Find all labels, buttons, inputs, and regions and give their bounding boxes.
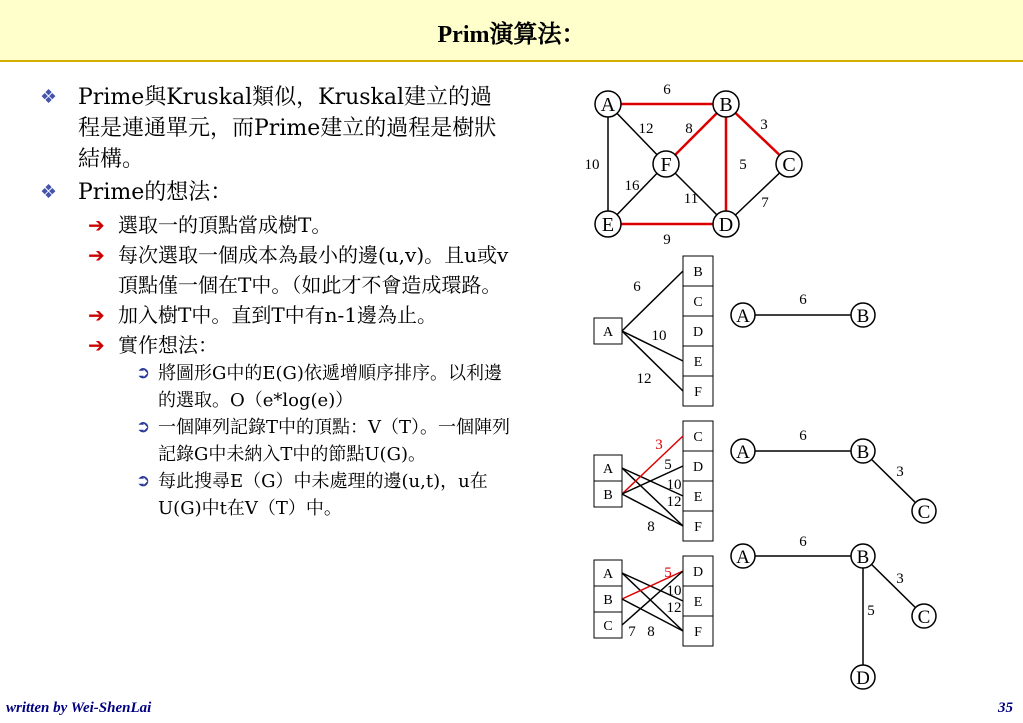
step1-right-label: B	[693, 265, 703, 280]
step1-right-label: C	[693, 295, 703, 310]
step3-tree-node-a	[731, 544, 755, 568]
step3-left-label: B	[603, 593, 613, 608]
right-arrow-icon: ➔	[88, 303, 105, 327]
step2-bipartite	[594, 421, 936, 541]
svg-text:C: C	[782, 154, 796, 176]
step3-weight: 5	[664, 565, 672, 581]
node-f	[653, 151, 679, 177]
step2-right-label: E	[693, 490, 703, 505]
step3-right-label: E	[693, 595, 703, 610]
svg-text:C: C	[917, 502, 931, 523]
step3-weight: 8	[647, 624, 655, 640]
node-c	[776, 151, 802, 177]
sub-sub-bullet-text: 將圖形G中的E(G)依遞增順序排序。以利邊的選取。O（e*log(e)）	[158, 363, 502, 411]
weight-b-c: 3	[760, 117, 768, 133]
step3-weight: 10	[666, 583, 682, 599]
sub-bullet-text: 選取一的頂點當成樹T。	[118, 213, 332, 237]
circle-arrow-icon: ➲	[136, 417, 151, 437]
step3-tree-node-c	[912, 604, 936, 628]
step2-tree-node-c	[912, 499, 936, 523]
step1-left-label: A	[602, 325, 614, 340]
step2-tree-weight: 6	[799, 428, 807, 444]
step3-right-label: D	[692, 565, 704, 580]
sub-sub-bullet-text: 一個陣列記錄T中的頂點：V（T）。一個陣列記錄G中未納入T中的節點U(G)。	[158, 417, 511, 465]
right-arrow-icon: ➔	[88, 213, 105, 237]
node-d	[713, 211, 739, 237]
svg-text:A: A	[736, 442, 750, 463]
weight-f-d: 11	[683, 191, 699, 207]
step1-tree-weight: 6	[799, 292, 807, 308]
diamond-bullet-icon: ❖	[40, 86, 58, 108]
step1-edge-a-b	[622, 271, 683, 331]
step2-right-label: C	[693, 430, 703, 445]
step2-weight: 10	[666, 477, 682, 493]
step3-weight: 7	[628, 624, 636, 640]
step3-tree-node-b	[851, 544, 875, 568]
right-arrow-icon: ➔	[88, 243, 105, 267]
svg-text:F: F	[660, 154, 672, 176]
svg-text:C: C	[917, 607, 931, 628]
svg-text:E: E	[601, 214, 615, 236]
step3-tree-weight: 6	[799, 534, 807, 550]
step1-tree-node-a	[731, 303, 755, 327]
sub-sub-bullet-text: 每此搜尋E（G）中未處理的邊(u,t)，u在U(G)中t在V（T）中。	[158, 471, 488, 519]
svg-text:A: A	[736, 306, 750, 327]
sub-bullet-text: 實作想法：	[118, 333, 218, 357]
weight-e-d: 9	[663, 232, 671, 248]
step3-bipartite	[594, 534, 936, 689]
page-number: 35	[998, 700, 1013, 716]
svg-text:B: B	[856, 547, 870, 568]
step1-weight: 6	[633, 279, 641, 295]
sub-bullet-text: 每次選取一個成本為最小的邊(u,v)。且u或v頂點僅一個在T中。（如此才不會造成環路。	[118, 243, 509, 297]
node-e	[595, 211, 621, 237]
step2-weight: 12	[666, 494, 682, 510]
step3-tree-weight: 3	[896, 571, 904, 587]
svg-text:A: A	[736, 547, 750, 568]
diamond-bullet-icon: ❖	[40, 181, 58, 203]
weight-a-e: 10	[584, 157, 600, 173]
svg-text:B: B	[719, 94, 733, 116]
step2-right-label: F	[694, 520, 702, 535]
step1-weight: 12	[636, 371, 652, 387]
step3-tree-weight: 5	[867, 603, 875, 619]
step2-left-label: A	[602, 462, 614, 477]
step1-right-label: F	[694, 385, 702, 400]
node-b	[713, 91, 739, 117]
step2-tree-node-a	[731, 439, 755, 463]
svg-text:B: B	[856, 442, 870, 463]
weight-b-f: 8	[685, 121, 693, 137]
step3-tree-node-d	[851, 665, 875, 689]
bullet-text: Prime與Kruskal類似，Kruskal建立的過程是連通單元，而Prime建立的過程是樹狀結構。	[78, 85, 497, 172]
weight-c-d: 7	[761, 195, 769, 211]
footer-author: written by Wei-ShenLai	[6, 700, 152, 716]
weight-a-f: 12	[638, 121, 654, 137]
svg-text:D: D	[718, 214, 734, 236]
sub-bullet-text: 加入樹T中。直到T中有n-1邊為止。	[118, 303, 438, 327]
svg-text:B: B	[856, 306, 870, 327]
step3-right-label: F	[694, 625, 702, 640]
step1-right-label: D	[692, 325, 704, 340]
step3-weight: 12	[666, 600, 682, 616]
step1-weight: 10	[651, 328, 667, 344]
step3-left-label: A	[602, 567, 614, 582]
step2-right-label: D	[692, 460, 704, 475]
weight-b-d: 5	[739, 157, 747, 173]
svg-text:D: D	[856, 668, 870, 689]
circle-arrow-icon: ➲	[136, 471, 151, 491]
step1-tree-node-b	[851, 303, 875, 327]
svg-text:A: A	[600, 94, 616, 116]
slide-title: Prim演算法：	[437, 22, 586, 48]
step2-left-label: B	[603, 488, 613, 503]
step2-tree-weight: 3	[896, 464, 904, 480]
step3-left-label: C	[603, 619, 613, 634]
step1-right-label: E	[693, 355, 703, 370]
step2-tree-node-b	[851, 439, 875, 463]
node-a	[595, 91, 621, 117]
circle-arrow-icon: ➲	[136, 363, 151, 383]
right-arrow-icon: ➔	[88, 333, 105, 357]
main-graph	[585, 82, 803, 248]
step2-weight: 3	[655, 437, 663, 453]
bullet-text: Prime的想法：	[78, 180, 233, 205]
step2-tree-edge-b-c	[863, 451, 924, 511]
weight-e-f: 16	[624, 178, 640, 194]
weight-a-b: 6	[663, 82, 671, 98]
step2-weight: 8	[647, 519, 655, 535]
step1-bipartite	[594, 256, 875, 406]
step2-weight: 5	[664, 457, 672, 473]
